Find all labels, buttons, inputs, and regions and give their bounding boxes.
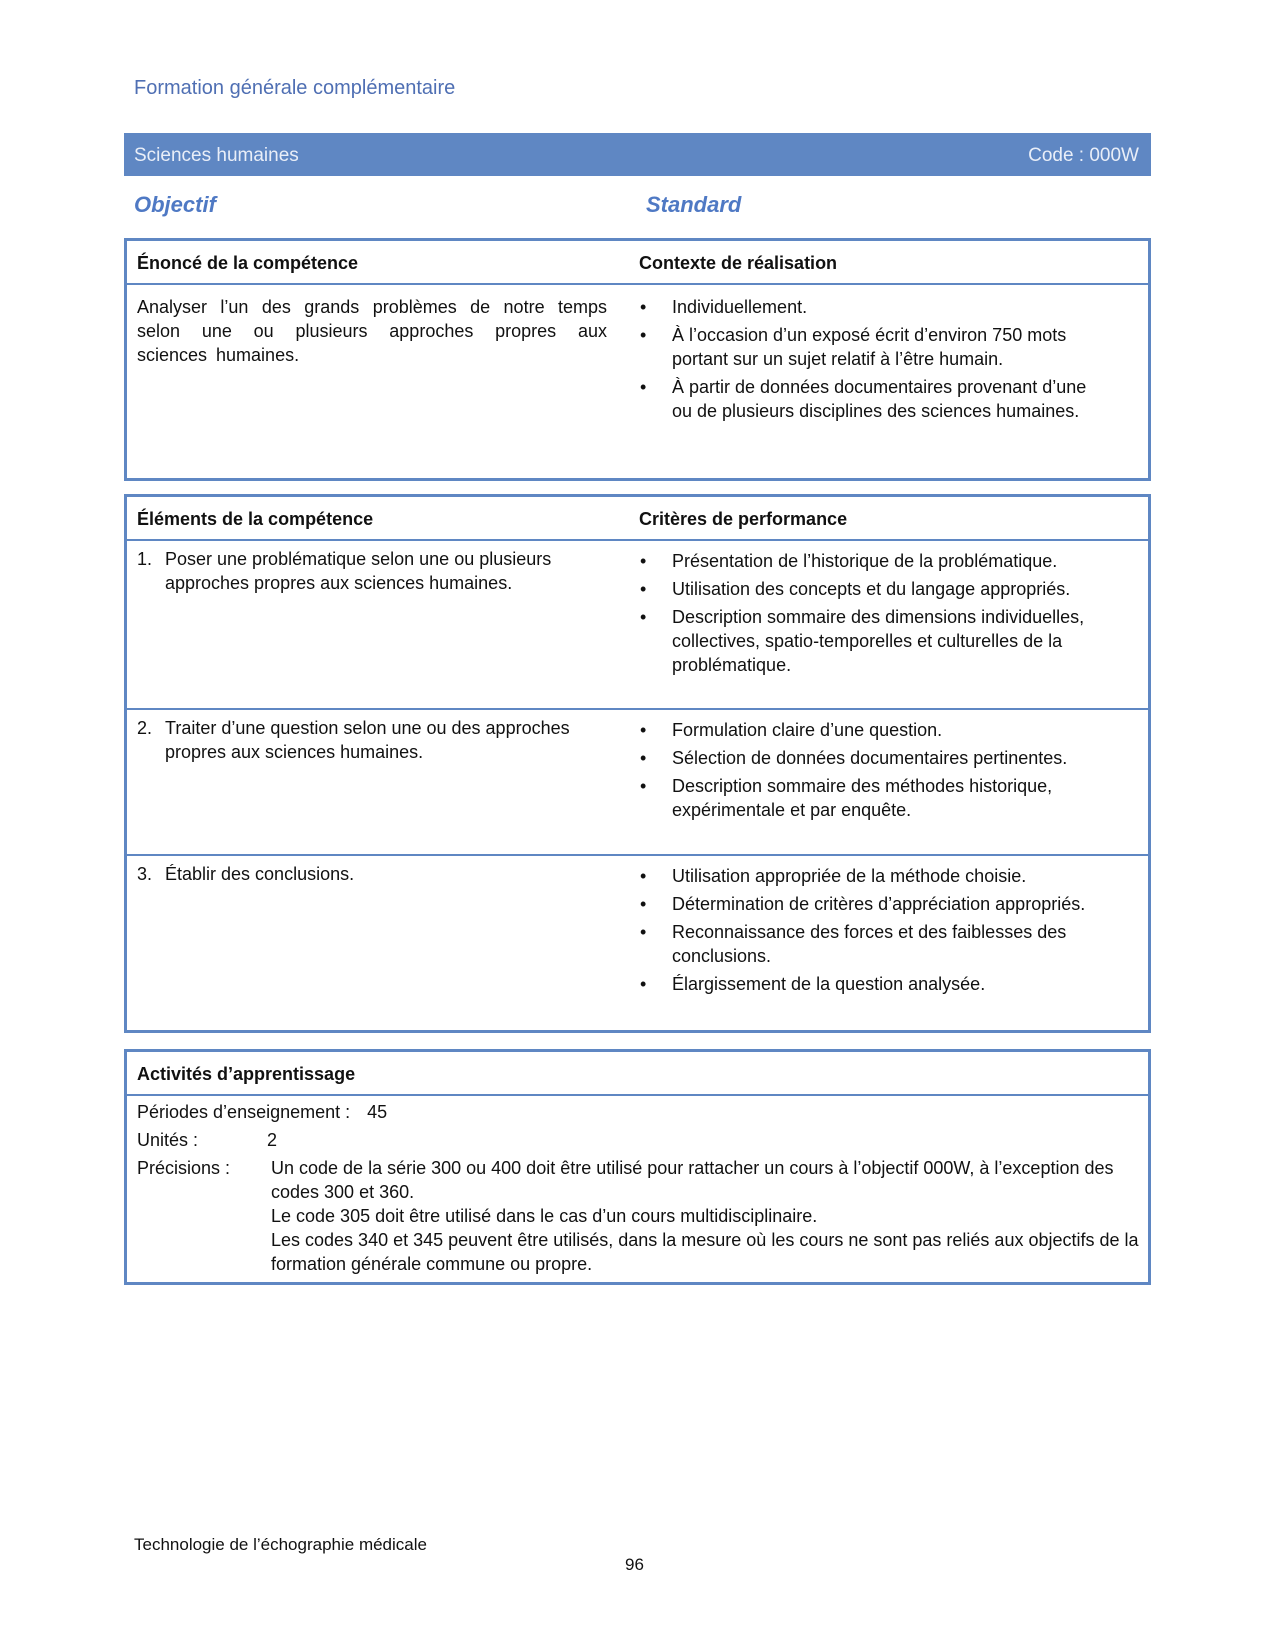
periods-label: Périodes d’enseignement :	[137, 1102, 351, 1122]
element-row	[127, 541, 1148, 710]
criteria-item: • Utilisation des concepts et du langage appropriés.	[632, 577, 1122, 601]
element-row	[127, 710, 1148, 856]
details-paragraph: Un code de la série 300 ou 400 doit être utilisé pour rattacher un cours à l’objectif 000W, à l’exception des codes 300 et 360.	[271, 1158, 1114, 1202]
competence-statement: Analyser l’un des grands problèmes de notre temps selon une ou plusieurs approches propres aux sciences humaines.	[137, 297, 607, 365]
competence-row	[127, 285, 1148, 475]
criteria-item: • Détermination de critères d’appréciation appropriés.	[632, 892, 1102, 916]
criteria-heading: Critères de performance	[639, 509, 848, 529]
standard-heading: Standard	[646, 192, 742, 217]
competence-statement-heading: Énoncé de la compétence	[137, 253, 359, 273]
units-line	[137, 1128, 198, 1152]
context-heading: Contexte de réalisation	[639, 253, 838, 273]
elements-heading: Éléments de la compétence	[137, 509, 374, 529]
criteria-item: • Reconnaissance des forces et des faiblesses des conclusions.	[632, 920, 1102, 968]
element-row	[127, 856, 1148, 1030]
context-item: • Individuellement.	[632, 295, 1102, 319]
element-number: 2.	[137, 718, 153, 738]
criteria-list	[632, 718, 1122, 826]
details-text	[271, 1156, 1143, 1276]
periods-line	[137, 1100, 387, 1124]
criteria-item: • Utilisation appropriée de la méthode choisie.	[632, 864, 1102, 888]
criteria-item: • Sélection de données documentaires pertinentes.	[632, 746, 1122, 770]
criteria-item: • Élargissement de la question analysée.	[632, 972, 1102, 996]
context-item: • À partir de données documentaires provenant d’une ou de plusieurs disciplines des sciences humaines.	[632, 375, 1102, 423]
competence-box	[124, 238, 1151, 481]
context-item: • À l’occasion d’un exposé écrit d’environ 750 mots portant sur un sujet relatif à l’être humain.	[632, 323, 1102, 371]
element-text: Poser une problématique selon une ou plusieurs approches propres aux sciences humaines.	[165, 549, 552, 593]
objectif-heading: Objectif	[134, 192, 216, 217]
criteria-item: • Description sommaire des méthodes historique, expérimentale et par enquête.	[632, 774, 1122, 822]
activities-box	[124, 1049, 1151, 1285]
criteria-item: • Description sommaire des dimensions individuelles, collectives, spatio-temporelles et culturelles de la problématique.	[632, 605, 1122, 677]
units-label: Unités :	[137, 1130, 199, 1150]
elements-box-header	[127, 497, 1148, 541]
activities-heading: Activités d’apprentissage	[137, 1064, 356, 1084]
details-label: Précisions :	[137, 1158, 231, 1178]
criteria-list	[632, 864, 1102, 1000]
element-text: Traiter d’une question selon une ou des approches propres aux sciences humaines.	[165, 718, 570, 762]
element-item	[137, 716, 607, 764]
page-number: 96	[625, 1555, 644, 1574]
footer-program: Technologie de l’échographie médicale	[134, 1535, 427, 1554]
activities-box-header	[127, 1052, 1148, 1096]
course-code: Code : 000W	[1028, 145, 1139, 166]
element-item	[137, 547, 607, 595]
element-text: Établir des conclusions.	[165, 864, 355, 884]
criteria-item: • Formulation claire d’une question.	[632, 718, 1122, 742]
element-number: 3.	[137, 864, 153, 884]
units-value: 2	[267, 1130, 278, 1150]
element-number: 1.	[137, 549, 153, 569]
elements-box	[124, 494, 1151, 1033]
criteria-list	[632, 549, 1122, 681]
context-list	[632, 295, 1102, 427]
details-paragraph: Les codes 340 et 345 peuvent être utilisés, dans la mesure où les cours ne sont pas reliés aux objectifs de la formation générale commune ou propre.	[271, 1230, 1139, 1274]
criteria-item: • Présentation de l’historique de la problématique.	[632, 549, 1122, 573]
competence-box-header	[127, 241, 1148, 285]
activities-body	[127, 1096, 1148, 1282]
course-title-bar	[124, 133, 1151, 176]
course-title: Sciences humaines	[134, 145, 299, 166]
program-header: Formation générale complémentaire	[134, 77, 456, 99]
element-item	[137, 862, 607, 886]
details-paragraph: Le code 305 doit être utilisé dans le cas d’un cours multidisciplinaire.	[271, 1206, 818, 1226]
periods-value: 45	[367, 1102, 388, 1122]
